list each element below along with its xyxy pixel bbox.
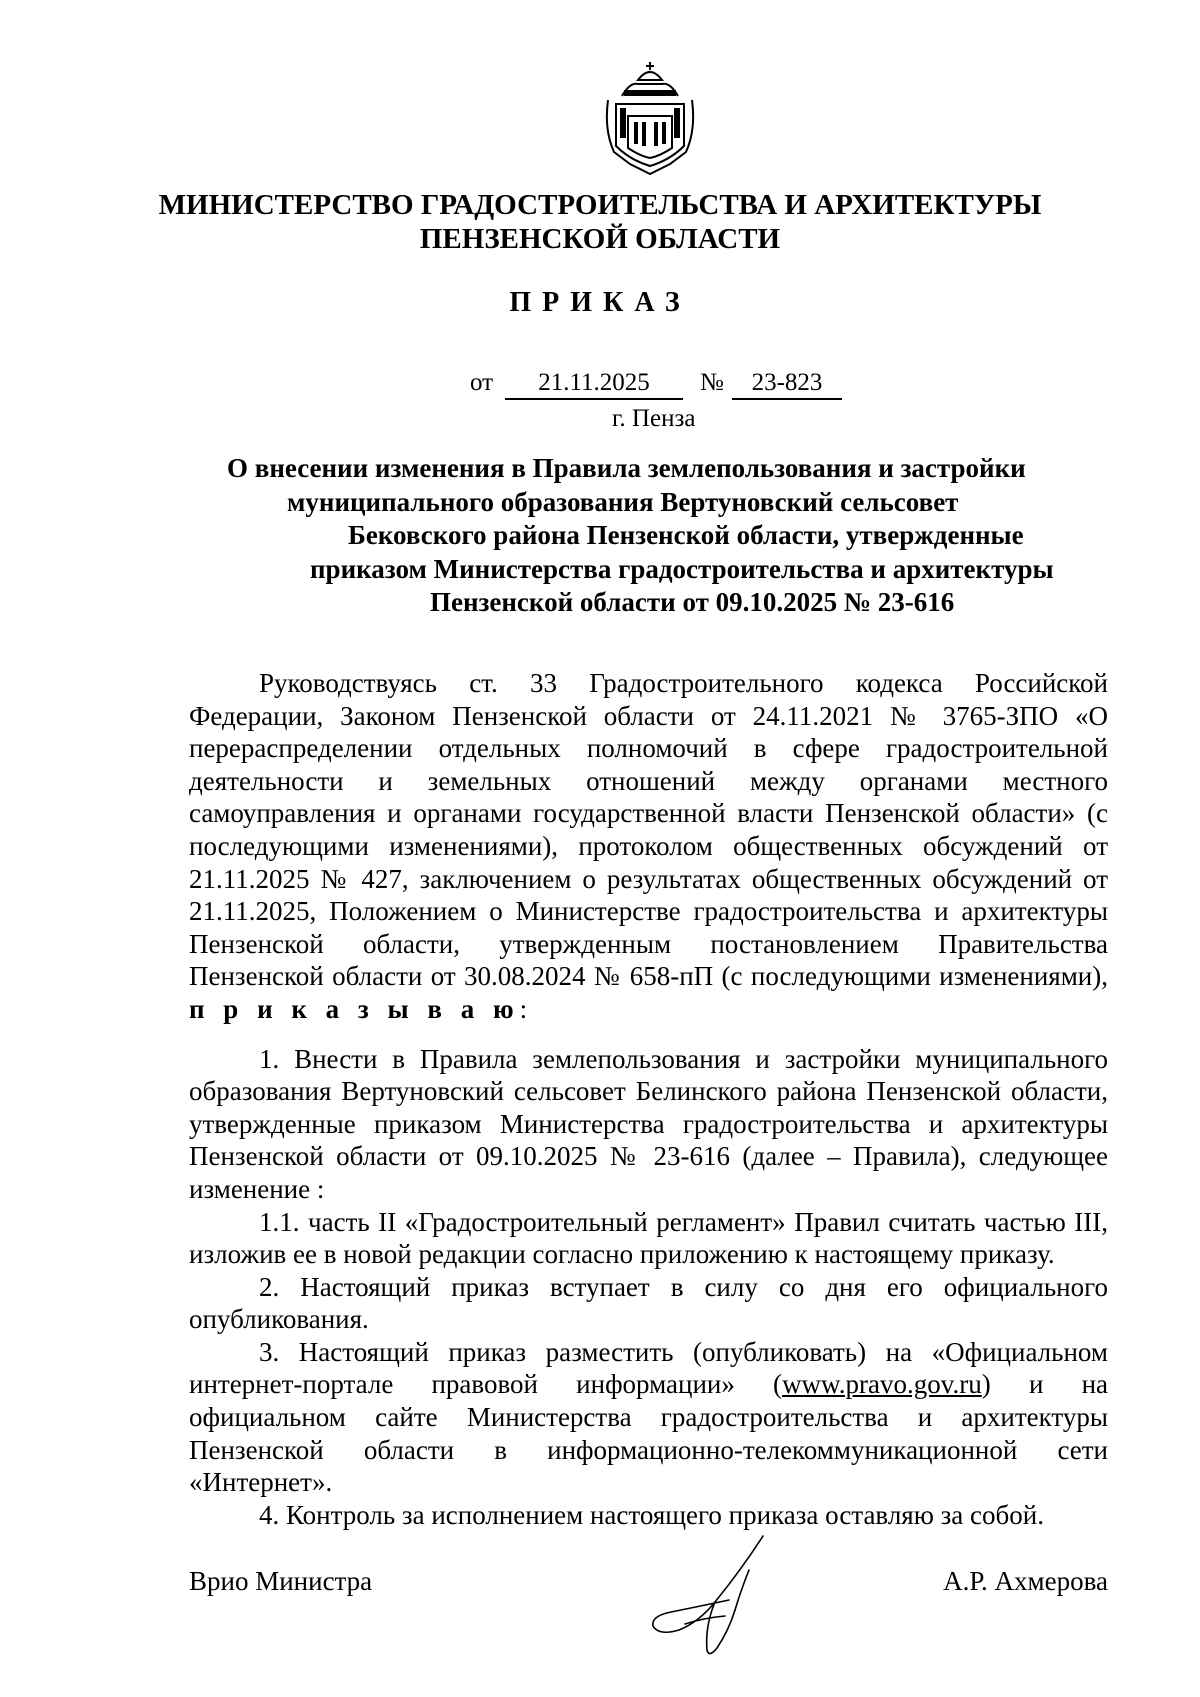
document-type-title: ПРИКАЗ bbox=[509, 287, 691, 318]
subject-line: О внесении изменения в Правила землепользования и застройки bbox=[227, 453, 1026, 483]
item-1-1: 1.1. часть II «Градостроительный регламент» Правил считать частью III, изложив ее в новой редакции согласно приложению к настоящему приказу. bbox=[189, 1206, 1108, 1270]
item-1: 1. Внести в Правила землепользования и застройки муниципального образования Вертуновский сельсовет Белинского района Пензенской области, утвержденные приказом Министерства градостроительства и архитектуры Пензенской области от 09.10.2025 № 23-616 (далее – Правила), следующее изменение : bbox=[189, 1043, 1108, 1204]
signatory-position: Врио Министра bbox=[189, 1566, 373, 1596]
coat-of-arms-icon bbox=[600, 60, 700, 178]
signatory-name: А.Р. Ахмерова bbox=[943, 1566, 1108, 1596]
number-prefix: № bbox=[700, 369, 724, 396]
item-4: 4. Контроль за исполнением настоящего приказа оставляю за собой. bbox=[259, 1499, 1044, 1530]
item-2: 2. Настоящий приказ вступает в силу со дня его официального опубликования. bbox=[189, 1271, 1108, 1335]
item-3-text-end: ) и на официальном сайте Министерства градостроительства и архитектуры Пензенской области в информационно-телекоммуникационной сети «Интернет». bbox=[189, 1369, 1109, 1498]
ministry-name-line1: МИНИСТЕРСТВО ГРАДОСТРОИТЕЛЬСТВА И АРХИТЕКТУРЫ bbox=[158, 189, 1042, 221]
ministry-name-line2: ПЕНЗЕНСКОЙ ОБЛАСТИ bbox=[419, 223, 781, 255]
preamble-text: Руководствуясь ст. 33 Градостроительного кодекса Российской Федерации, Законом Пензенской области от 24.11.2021 № 3765-ЗПО «О перераспределении отдельных полномочий в сфере градостроительной деятельности и земельных отношений между органами местного самоуправления и органами государственной власти Пензенской области» (с последующими изменениями), протоколом общественных обсуждений от 21.11.2025 № 427, заключением о результатах общественных обсуждений от 21.11.2025, Положением о Министерстве градостроительства и архитектуры Пензенской области, утвержденным постановлением Правительства Пензенской области от 30.08.2024 № 658-пП (с последующими изменениями), bbox=[189, 668, 1108, 992]
pravo-gov-link[interactable]: www.pravo.gov.ru bbox=[782, 1369, 982, 1400]
preamble-paragraph bbox=[189, 667, 1108, 1026]
order-word: п р и к а з ы в а ю bbox=[189, 993, 520, 1024]
order-number: 23-823 bbox=[732, 368, 842, 400]
subject-line: Пензенской области от 09.10.2025 № 23-616 bbox=[430, 587, 955, 618]
date-prefix: от bbox=[470, 369, 494, 396]
item-3 bbox=[189, 1336, 1108, 1499]
order-date: 21.11.2025 bbox=[505, 368, 683, 400]
subject-line: приказом Министерства градостроительства и архитектуры bbox=[310, 553, 1054, 584]
city-name: г. Пенза bbox=[612, 405, 696, 432]
order-body bbox=[189, 667, 1108, 1531]
item-3-text-start: 3. Настоящий приказ разместить (опубликовать) на «Официальном интернет-портале правовой информации» ( bbox=[189, 1336, 1108, 1400]
ministry-name bbox=[140, 188, 1060, 256]
subject-line: муниципального образования Вертуновский сельсовет bbox=[287, 486, 959, 517]
order-colon: : bbox=[519, 993, 528, 1024]
subject-line: Бековского района Пензенской области, утвержденные bbox=[348, 520, 1024, 551]
handwritten-signature-icon bbox=[645, 1530, 775, 1660]
